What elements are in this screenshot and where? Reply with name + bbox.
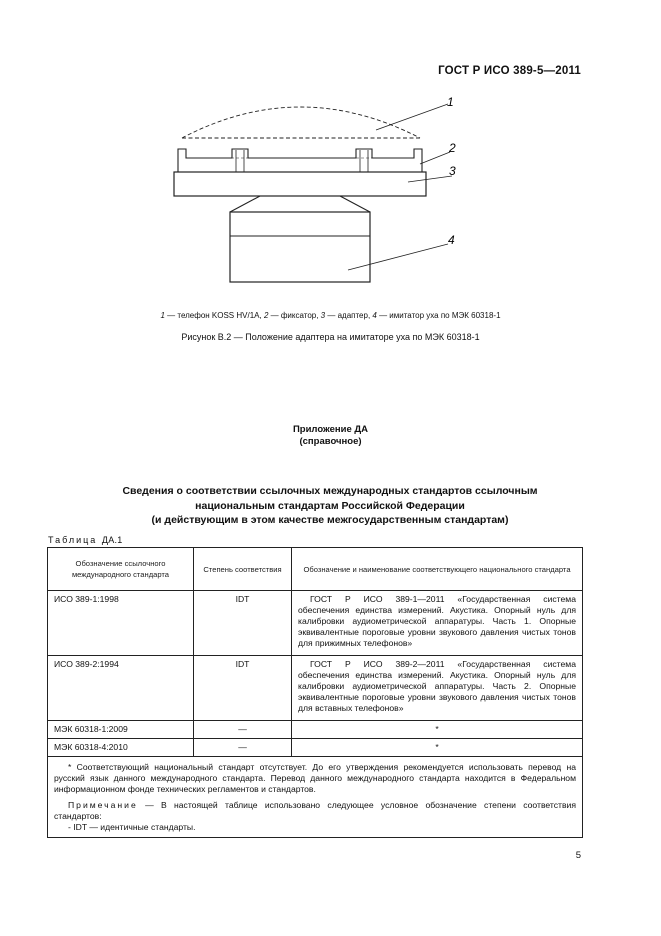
ear-simulator — [230, 212, 370, 282]
figure-legend: 1 — телефон KOSS HV/1A, 2 — фиксатор, 3 — адаптер, 4 — имитатор уха по МЭК 60318-1 — [160, 311, 501, 320]
cell-national: * — [292, 739, 583, 757]
cell-reference: МЭК 60318-1:2009 — [48, 721, 194, 739]
callout-3: 3 — [449, 164, 456, 178]
table-row — [48, 739, 583, 757]
annex-heading: Сведения о соответствии ссылочных международных стандартов ссылочным национальным стандартам Российской Федерации (и действующим в этом качестве межгосударственным стандартам) — [122, 485, 538, 526]
annex-subtitle: (справочное) — [299, 436, 362, 447]
callout-1: 1 — [447, 95, 454, 109]
cell-national: * — [292, 721, 583, 739]
telephone-outline — [182, 107, 420, 138]
cell-reference: МЭК 60318-4:2010 — [48, 739, 194, 757]
header-degree: Степень соответствия — [194, 548, 292, 591]
cell-national: ГОСТ Р ИСО 389-1—2011 «Государственная система обеспечения единства измерений. Акустика. Опорный нуль для калибровки аудиометрической аппаратуры. Часть 1. Опорные эквивалентные пороговые уровни звукового давления чистых тонов для прижимных телефонов» — [292, 591, 583, 656]
cell-degree: IDT — [194, 591, 292, 656]
note-item: - IDT — идентичные стандарты. — [68, 822, 196, 832]
header-national: Обозначение и наименование соответствующего национального стандарта — [292, 548, 583, 591]
table-footnote-row — [48, 757, 583, 838]
note: Примечание — В настоящей таблице использовано следующее условное обозначение степени соответствия стандартов: — [54, 800, 576, 821]
fixator — [178, 149, 422, 172]
table-notes — [48, 757, 583, 838]
figure-caption: Рисунок В.2 — Положение адаптера на имитаторе уха по МЭК 60318-1 — [181, 332, 480, 342]
correspondence-table — [47, 547, 583, 838]
callout-4: 4 — [448, 233, 455, 247]
cell-reference: ИСО 389-1:1998 — [48, 591, 194, 656]
annex-title — [0, 424, 661, 448]
ear-simulator-neck — [230, 196, 370, 212]
header-reference: Обозначение ссылочного международного стандарта — [48, 548, 194, 591]
document-header: ГОСТ Р ИСО 389-5—2011 — [438, 65, 581, 77]
cell-degree: — — [194, 739, 292, 757]
adapter-diagram — [150, 86, 470, 286]
table-header-row — [48, 548, 583, 591]
cell-degree: IDT — [194, 656, 292, 721]
footnote: * Соответствующий национальный стандарт отсутствует. До его утверждения рекомендуется использовать перевод на русский язык данного международного стандарта. Перевод данного международного стандарта находится в Федеральном информационном фонде технических регламентов и стандартов. — [54, 762, 576, 794]
table-label: Таблица ДА.1 — [48, 535, 123, 545]
annex-name: Приложение ДА — [292, 424, 369, 435]
callout-2: 2 — [449, 141, 456, 155]
page-number: 5 — [575, 850, 581, 861]
table-row — [48, 591, 583, 656]
table-row — [48, 721, 583, 739]
cell-national: ГОСТ Р ИСО 389-2—2011 «Государственная система обеспечения единства измерений. Акустика. Опорный нуль для калибровки аудиометрической аппаратуры. Часть 2. Опорные эквивалентные пороговые уровни звукового давления чистых тонов для вставных телефонов» — [292, 656, 583, 721]
cell-degree: — — [194, 721, 292, 739]
cell-reference: ИСО 389-2:1994 — [48, 656, 194, 721]
table-row — [48, 656, 583, 721]
adapter — [174, 172, 426, 196]
